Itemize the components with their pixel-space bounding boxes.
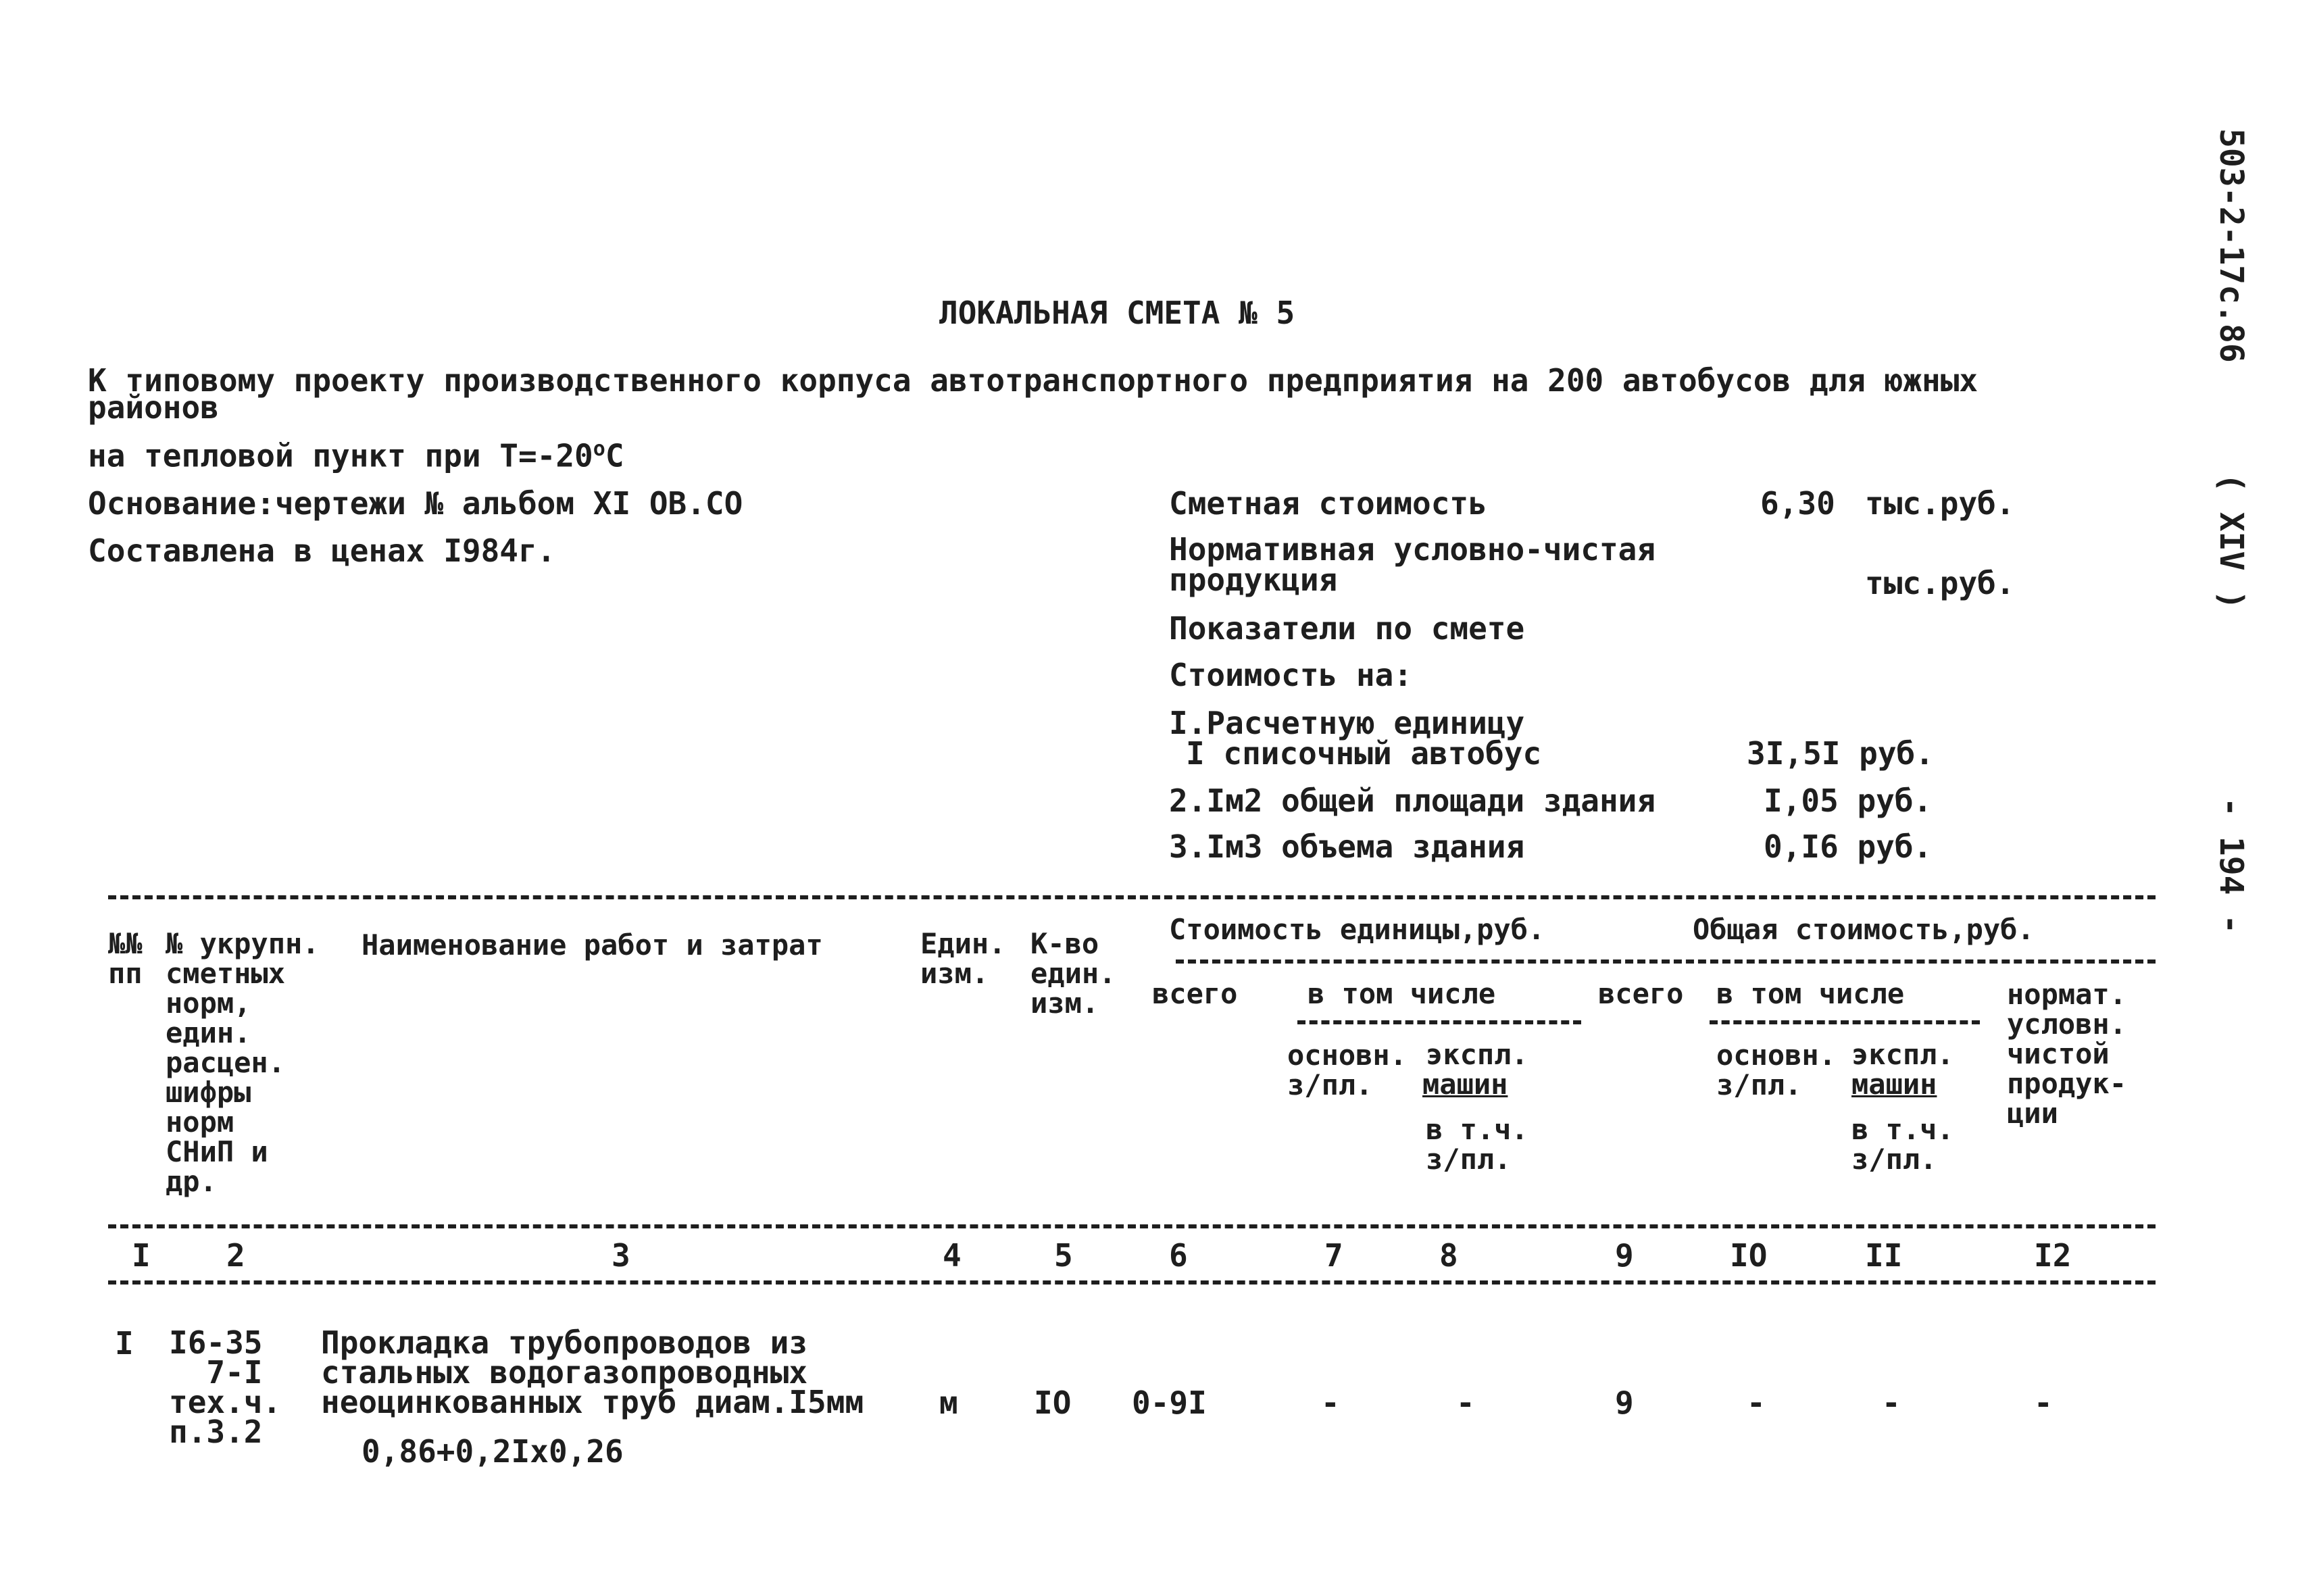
header-total-mach-u: машин: [1851, 1068, 1937, 1101]
incl-rule-1: [1297, 1020, 1581, 1024]
indicators-label: Показатели по смете: [1169, 610, 1525, 647]
item1-line-2: I списочный автобус: [1186, 735, 1542, 772]
item1-line-1: I.Расчетную единицу: [1169, 705, 1525, 741]
unit-cost-rule: [1176, 959, 2156, 964]
object-line: [88, 437, 624, 474]
estimate-title: ЛОКАЛЬНАЯ СМЕТА № 5: [939, 295, 1295, 331]
col-number: 5: [1054, 1237, 1073, 1274]
row-unit-base: -: [1321, 1385, 1340, 1421]
col-number: 8: [1439, 1237, 1458, 1274]
basis-line: Основание:чертежи № альбом XI ОВ.СО: [88, 485, 743, 522]
side-code: 503-2-17с.86: [2212, 128, 2250, 363]
cost-unit: тыс.руб.: [1865, 485, 2015, 522]
col-number: 6: [1169, 1237, 1188, 1274]
col-number: 9: [1615, 1237, 1634, 1274]
header-total-mach: экспл.: [1851, 1038, 1954, 1071]
header-norm-output: нормат. условн. чистой продук- ции: [2007, 978, 2127, 1130]
project-line-2: районов: [88, 389, 219, 426]
header-unit-total: всего: [1152, 977, 1238, 1010]
cost-label: Сметная стоимость: [1169, 485, 1487, 522]
row-work-name: Прокладка трубопроводов из стальных водогазопроводных неоцинкованных труб диам.I5мм: [321, 1324, 864, 1420]
row-norm: -: [2034, 1385, 2053, 1421]
header-unit-mach: экспл.: [1426, 1038, 1528, 1071]
row-unit: м: [939, 1385, 958, 1421]
col-number: IO: [1730, 1237, 1768, 1274]
header-total-base-pay: основн. з/пл.: [1716, 1039, 1837, 1101]
object-unit: С: [605, 437, 624, 474]
col-number: 7: [1324, 1237, 1343, 1274]
cost-on-label: Стоимость на:: [1169, 657, 1413, 693]
table-top-rule: [108, 895, 2156, 899]
header-work-name: Наименование работ и затрат: [362, 928, 823, 962]
item1-value: 3I,5I руб.: [1747, 735, 1934, 772]
row-unit-mach: -: [1456, 1385, 1475, 1421]
header-unit-incl: в том числе: [1308, 977, 1496, 1010]
row-total-base: -: [1747, 1385, 1766, 1421]
normative-unit: тыс.руб.: [1865, 565, 2015, 601]
col-numbers-rule: [108, 1280, 2156, 1285]
row-qty: IO: [1034, 1385, 1072, 1421]
row-formula: 0,86+0,2Iх0,26: [362, 1433, 624, 1470]
header-unit-mach-u: машин: [1422, 1068, 1508, 1101]
row-total: 9: [1615, 1385, 1634, 1421]
header-qty: К-во един. изм.: [1030, 927, 1116, 1020]
col-number: II: [1865, 1237, 1903, 1274]
degree-mark: о: [593, 437, 605, 461]
header-total-incl: в том числе: [1716, 977, 1905, 1010]
side-page: - 194 -: [2212, 797, 2250, 934]
item3-label: 3.Iм3 объема здания: [1169, 828, 1525, 865]
header-unit-incl-pay: в т.ч. з/пл.: [1426, 1113, 1528, 1176]
header-total-incl-pay: в т.ч. з/пл.: [1851, 1113, 1954, 1176]
header-unit-cost-group: Стоимость единицы,руб.: [1169, 913, 1545, 946]
col-number: 4: [943, 1237, 962, 1274]
header-total-cost-group: Общая стоимость,руб.: [1693, 913, 2035, 946]
item2-label: 2.Iм2 общей площади здания: [1169, 782, 1656, 819]
header-bottom-rule: [108, 1224, 2156, 1228]
prices-line: Составлена в ценах I984г.: [88, 532, 556, 569]
header-unit: Един. изм.: [920, 927, 1006, 990]
project-line-1: К типовому проекту производственного корпуса автотранспортного предприятия на 200 автобусов для южных: [88, 362, 1978, 399]
row-number: I: [115, 1325, 134, 1362]
item2-value: I,05 руб.: [1764, 782, 1933, 819]
item3-value: 0,I6 руб.: [1764, 828, 1933, 865]
incl-rule-2: [1710, 1020, 1980, 1024]
header-norm-code: № укрупн. сметных норм, един. расцен. шифры норм СНиП и др.: [166, 927, 320, 1198]
header-unit-base-pay: основн. з/пл.: [1287, 1039, 1408, 1101]
side-album: ( XIV ): [2212, 473, 2250, 610]
cost-value: 6,30: [1760, 485, 1835, 522]
object-text: на тепловой пункт при Т=-20: [88, 437, 593, 474]
col-number: 3: [612, 1237, 630, 1274]
normative-label-2: продукция: [1169, 562, 1338, 598]
row-total-mach: -: [1882, 1385, 1901, 1421]
normative-label-1: Нормативная условно-чистая: [1169, 531, 1656, 568]
header-total: всего: [1598, 977, 1684, 1010]
col-number: I: [132, 1237, 151, 1274]
row-unit-total: 0-9I: [1132, 1385, 1207, 1421]
row-norm-code: I6-35 7-I тех.ч. п.3.2: [169, 1324, 282, 1450]
col-number: I2: [2034, 1237, 2072, 1274]
col-number: 2: [226, 1237, 245, 1274]
header-row-num: №№ пп: [108, 927, 143, 990]
